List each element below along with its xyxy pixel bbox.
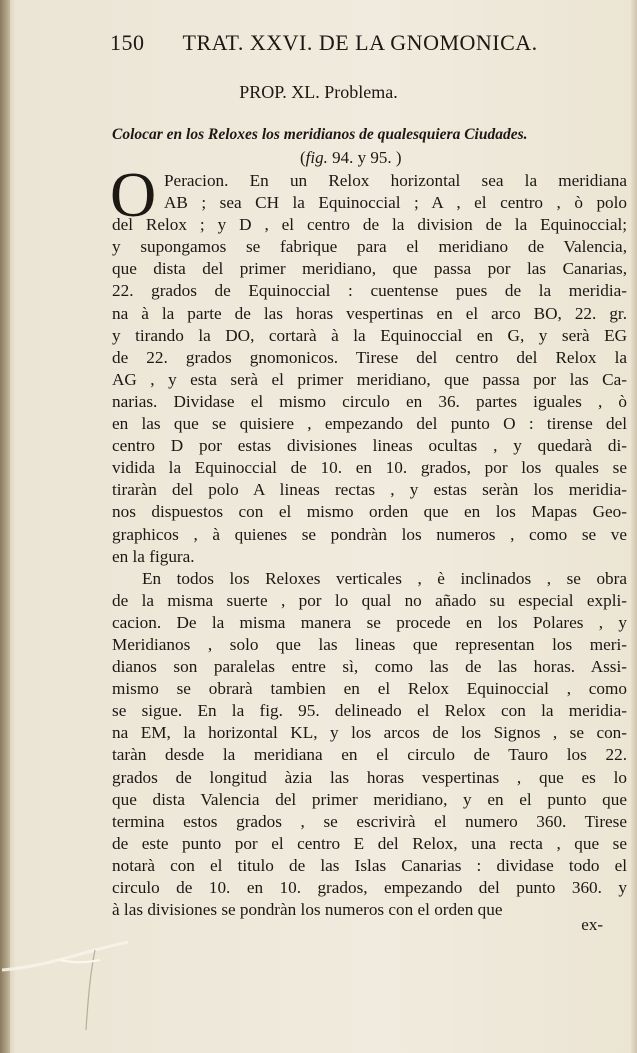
figure-ref-label: fig. xyxy=(305,148,328,167)
figure-ref-open: ( xyxy=(300,148,306,167)
figure-reference xyxy=(300,148,402,168)
figure-ref-numbers: 94. y 95. ) xyxy=(327,148,402,167)
text-line: que dista Valencia del primer meridiano, y en el punto que xyxy=(112,789,627,809)
text-line: AG , y esta serà el primer meridiano, que passa por las Ca- xyxy=(112,369,627,389)
text-line: notarà con el titulo de las Islas Canarias : dividase todo el xyxy=(112,855,627,875)
text-line: na EM, la horizontal KL, y los arcos de los Signos , se con- xyxy=(112,723,627,743)
text-line: en la figura. xyxy=(112,546,195,566)
text-line: mismo se obrarà tambien en el Relox Equinoccial , como xyxy=(112,679,627,699)
text-line: de 22. grados gnomonicos. Tirese del centro del Relox la xyxy=(112,347,627,367)
text-line: nos dispuestos con el mismo orden que en los Mapas Geo- xyxy=(112,502,627,522)
proposition-title: PROP. XL. Problema. xyxy=(239,82,398,102)
text-line: se sigue. En la fig. 95. delineado el Relox con la meridia- xyxy=(112,701,627,721)
text-line: en las que se quisiere , empezando del punto O : tirense del xyxy=(112,414,627,434)
text-line: taràn desde la meridiana en el circulo de Tauro los 22. xyxy=(112,745,627,765)
text-line: AB ; sea CH la Equinoccial ; A , el centro , ò polo xyxy=(164,193,627,213)
running-title: TRAT. XXVI. DE LA GNOMONICA. xyxy=(182,30,538,55)
text-line: y tirando la DO, cortarà à la Equinoccial en G, y serà EG xyxy=(112,325,627,345)
text-line: Peracion. En un Relox horizontal sea la meridiana xyxy=(164,171,627,190)
text-line: En todos los Reloxes verticales , è inclinados , se obra xyxy=(142,568,627,588)
text-line: dianos son paralelas entre sì, como las de las horas. Assi- xyxy=(112,657,627,677)
page-number: 150 xyxy=(110,30,145,55)
catchword: ex- xyxy=(581,915,603,934)
stray-thread-mark xyxy=(0,930,150,1040)
page-right-edge xyxy=(631,0,637,1053)
text-line: termina estos grados , se escrivirà el numero 360. Tirese xyxy=(112,811,627,831)
text-line: narias. Dividase el mismo circulo en 36. partes iguales , ò xyxy=(112,391,627,411)
text-line: grados de longitud àzia las horas vespertinas , que es lo xyxy=(112,767,627,787)
running-header xyxy=(110,30,625,56)
problem-statement: Colocar en los Reloxes los meridianos de qualesquiera Ciudades. xyxy=(112,126,528,143)
text-line: à las divisiones se pondràn los numeros con el orden que xyxy=(112,900,503,920)
text-line: de este punto por el centro E del Relox, una recta , que se xyxy=(112,833,627,853)
body-text xyxy=(112,170,627,921)
text-line: graphicos , à quienes se pondràn los numeros , como se ve xyxy=(112,524,627,544)
text-line: centro D por estas divisiones lineas ocultas , y quedarà di- xyxy=(112,436,627,456)
text-line: de la misma suerte , por lo qual no añado su especial expli- xyxy=(112,590,627,610)
book-binding-edge xyxy=(0,0,10,1053)
text-line: vidida la Equinoccial de 10. en 10. grados, por los quales se xyxy=(112,458,627,478)
text-line: circulo de 10. en 10. grados, empezando del punto 360. y xyxy=(112,878,627,897)
text-line: y supongamos se fabrique para el meridiano de Valencia, xyxy=(112,237,627,257)
text-line: Meridianos , solo que las lineas que representan los meri- xyxy=(112,634,627,654)
text-line: na à la parte de las horas vespertinas en el arco BO, 22. gr. xyxy=(112,303,627,323)
text-line: que dista del primer meridiano, que passa por las Canarias, xyxy=(112,259,627,279)
text-line: del Relox ; y D , el centro de la division de la Equinoccial; xyxy=(112,215,627,235)
drop-capital: O xyxy=(110,159,157,230)
text-line: 22. grados de Equinoccial : cuentense pues de la meridia- xyxy=(112,281,627,301)
text-line: cacion. De la misma manera se procede en los Polares , y xyxy=(112,612,627,632)
text-line: tiraràn del polo A lineas rectas , y estas seràn los meridia- xyxy=(112,480,627,500)
